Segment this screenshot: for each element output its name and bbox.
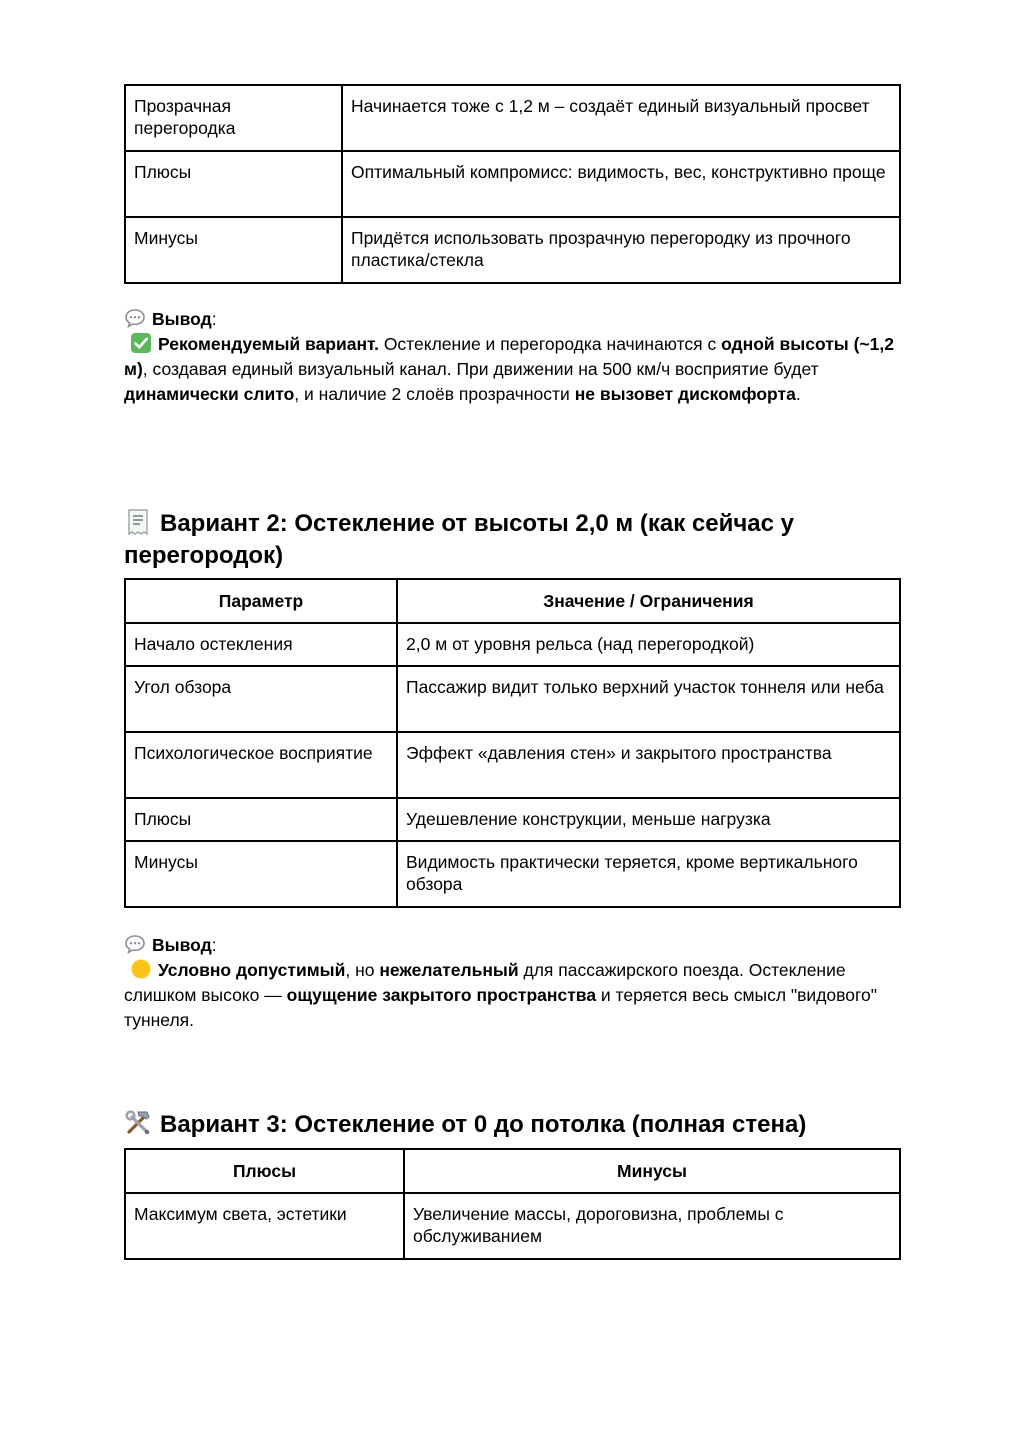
table-cell: Удешевление конструкции, меньше нагрузка [397,798,900,841]
table-row [125,666,900,732]
table-cell: Плюсы [125,798,397,841]
section-heading-variant2 [124,508,884,572]
conclusion-text [124,332,894,407]
table-row [125,732,900,798]
table-cell: Пассажир видит только верхний участок тоннеля или неба [397,666,900,732]
table-header-row [125,579,900,623]
table-variant3 [124,1148,901,1260]
table-cell: Максимум света, эстетики [125,1193,404,1259]
table-cell: Увеличение массы, дороговизна, проблемы с обслуживанием [404,1193,900,1259]
table-cell: Минусы [125,217,342,283]
bold-fragment: Условно допустимый [158,960,346,980]
text-fragment: и теряется весь смысл "видового" туннеля. [124,985,877,1030]
speech-balloon-icon [124,307,146,329]
table-cell: Придётся использовать прозрачную перегородку из прочного пластика/стекла [342,217,900,283]
receipt-icon [124,508,152,536]
bold-fragment: одной высоты (~1,2 м) [124,334,894,379]
conclusion-label: Вывод [152,309,212,329]
column-header: Минусы [404,1149,900,1193]
text-fragment: , но [345,960,380,980]
yellow-circle-icon [130,958,152,980]
conclusion-text [124,958,894,1033]
table-cell: Прозрачная перегородка [125,85,342,151]
table-row [125,85,900,151]
colon: : [211,935,217,955]
table-cell: Плюсы [125,151,342,217]
bold-fragment: динамически слито [124,384,295,404]
section-heading-variant3 [124,1109,884,1141]
table-cell: Психологическое восприятие [125,732,397,798]
table-cell: 2,0 м от уровня рельса (над перегородкой) [397,623,900,666]
conclusion-block-1 [124,307,894,407]
text-fragment: , и наличие 2 слоёв прозрачности [294,384,575,404]
table-cell: Начинается тоже с 1,2 м – создаёт единый визуальный просвет [342,85,900,151]
bold-fragment: нежелательный [379,960,519,980]
text-fragment: . [795,384,801,404]
conclusion-heading [124,307,894,332]
table-cell: Оптимальный компромисс: видимость, вес, конструктивно проще [342,151,900,217]
check-mark-icon [130,332,152,354]
recommended-label: Рекомендуемый вариант. [158,334,379,354]
text-fragment: , создавая единый визуальный канал. При движении на 500 км/ч восприятие будет [142,359,819,379]
text-fragment: Остекление и перегородка начинаются с [378,334,722,354]
table-variant1-continued [124,84,901,284]
table-row [125,623,900,666]
table-row [125,1193,900,1259]
table-row [125,798,900,841]
table-variant2 [124,578,901,908]
table-cell: Видимость практически теряется, кроме вертикального обзора [397,841,900,907]
text-fragment: для пассажирского поезда. Остекление слишком высоко — [124,960,846,1005]
conclusion-label: Вывод [152,935,212,955]
bold-fragment: не вызовет дискомфорта [574,384,796,404]
table-cell: Минусы [125,841,397,907]
column-header: Плюсы [125,1149,404,1193]
table-row [125,217,900,283]
table-cell: Эффект «давления стен» и закрытого пространства [397,732,900,798]
column-header: Параметр [125,579,397,623]
hammer-and-wrench-icon [124,1109,152,1137]
section-title: Вариант 2: Остекление от высоты 2,0 м (как сейчас у перегородок) [124,510,794,569]
table-cell: Начало остекления [125,623,397,666]
table-row [125,841,900,907]
conclusion-heading [124,933,894,958]
table-header-row [125,1149,900,1193]
colon: : [211,309,217,329]
conclusion-block-2 [124,933,894,1033]
bold-fragment: ощущение закрытого пространства [286,985,597,1005]
table-cell: Угол обзора [125,666,397,732]
table-row [125,151,900,217]
section-title: Вариант 3: Остекление от 0 до потолка (полная стена) [160,1111,807,1138]
column-header: Значение / Ограничения [397,579,900,623]
speech-balloon-icon [124,933,146,955]
